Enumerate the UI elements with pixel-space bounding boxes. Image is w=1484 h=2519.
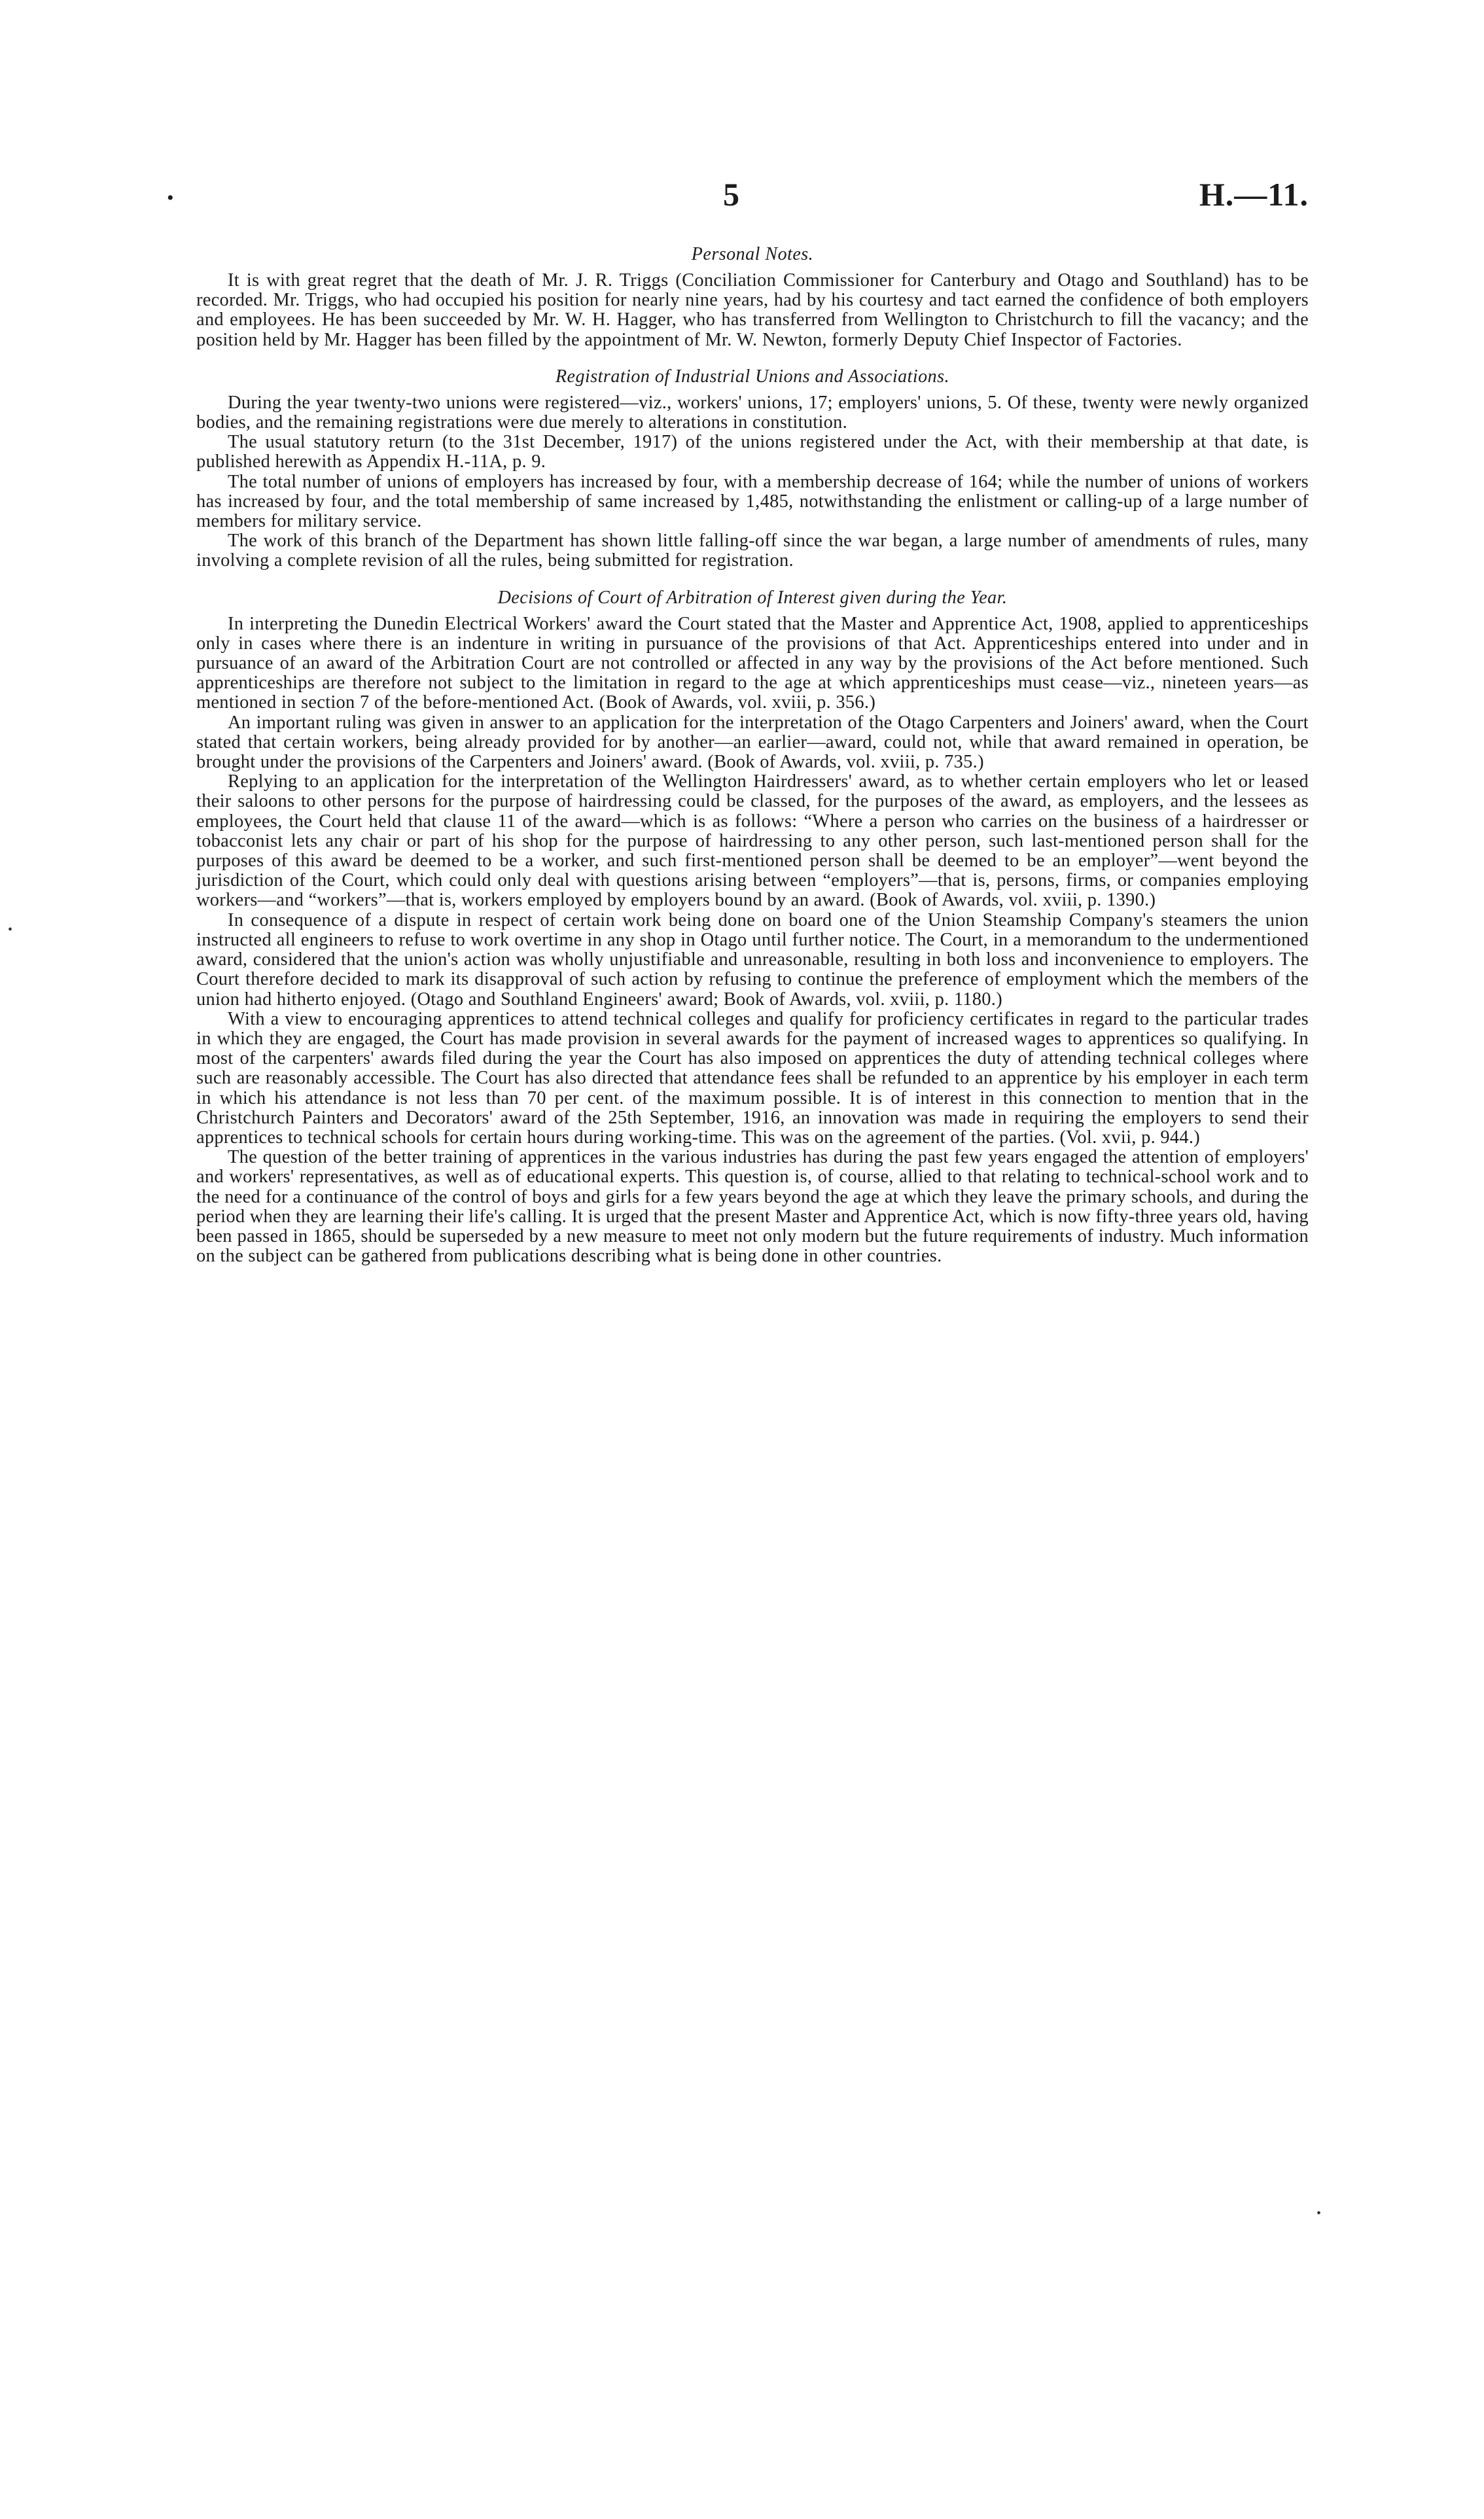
section-heading-personal-notes: Personal Notes. (691, 244, 814, 264)
paragraph: The work of this branch of the Department has shown little falling-off since the war began, a large number of amendments of rules, many involving a complete revision of all the rules, being submitted for registration. (196, 531, 1309, 571)
scan-speck-icon: • (1316, 2206, 1322, 2221)
paragraph: Replying to an application for the interpretation of the Wellington Hairdressers' award, as to whether certain employers who let or leased their saloons to other persons for the purpose of hairdressing could be classed, for the purposes of the award, as employers, and the lessees as employees, the Court held that clause 11 of the award—which is as follows: “Where a person who carries on the business of a hairdresser or tobacconist lets any chair or part of his shop for the purpose of hairdressing to any other person, such last-mentioned person shall for the purposes of this award be deemed to be a worker, and such first-mentioned person shall be deemed to be an employer”—went beyond the jurisdiction of the Court, which could only deal with questions arising between “employers”—that is, persons, firms, or companies employing workers—and “workers”—that is, workers employed by employers bound by an award. (Book of Awards, vol. xviii, p. 1390.) (196, 771, 1309, 911)
paragraph: An important ruling was given in answer to an application for the interpretation of the Otago Carpenters and Joiners' award, when the Court stated that certain workers, being already provided for by another—an earlier—award, could not, while that award remained in operation, be brought under the provisions of the Carpenters and Joiners' award. (Book of Awards, vol. xviii, p. 735.) (196, 712, 1309, 773)
paragraph: The usual statutory return (to the 31st December, 1917) of the unions registered under the Act, with their membership at that date, is published herewith as Appendix H.-11A, p. 9. (196, 432, 1309, 472)
paragraph: With a view to encouraging apprentices to attend technical colleges and qualify for proficiency certificates in regard to the particular trades in which they are engaged, the Court has made provision in several awards for the payment of increased wages to apprentices so qualifying. In most of the carpenters' awards filed during the year the Court has also imposed on apprentices the duty of attending technical colleges where such are reasonably accessible. The Court has also directed that attendance fees shall be refunded to an apprentice by his employer in each term in which his attendance is not less than 70 per cent. of the maximum possible. It is of interest in this connection to mention that in the Christchurch Painters and Decorators' award of the 25th September, 1916, an innovation was made in requiring the employers to send their apprentices to technical schools for certain hours during working-time. This was on the agreement of the parties. (Vol. xvii, p. 944.) (196, 1008, 1309, 1148)
document-reference: H.—11. (1199, 176, 1309, 213)
paragraph: The total number of unions of employers has increased by four, with a membership decrease of 164; while the number of unions of workers has increased by four, and the total membership of same increased by 1,485, notwithstanding the enlistment or calling-up of a large number of members for military service. (196, 471, 1309, 532)
scan-speck-icon: • (8, 923, 13, 937)
page-number: 5 (723, 176, 740, 213)
section-heading-registration: Registration of Industrial Unions and Associations. (555, 366, 950, 387)
paragraph: In consequence of a dispute in respect of certain work being done on board one of the Union Steamship Company's steamers the union instructed all engineers to refuse to work overtime in any shop in Otago until further notice. The Court, in a memorandum to the undermentioned award, considered that the union's action was wholly unjustifiable and unreasonable, resulting in both loss and inconvenience to employers. The Court therefore decided to mark its disapproval of such action by refusing to continue the preference of employment which the members of the union had hitherto enjoyed. (Otago and Southland Engineers' award; Book of Awards, vol. xviii, p. 1180.) (196, 909, 1309, 1010)
section-heading-court-decisions: Decisions of Court of Arbitration of Interest given during the Year. (497, 587, 1008, 608)
paragraph: In interpreting the Dunedin Electrical Workers' award the Court stated that the Master and Apprentice Act, 1908, applied to apprenticeships only in cases where there is an indenture in writing in pursuance of the provisions of that Act. Apprenticeships entered into under and in pursuance of an award of the Arbitration Court are not controlled or affected in any way by the provisions of the Act before mentioned. Such apprenticeships are therefore not subject to the limitation in regard to the age at which apprenticeships must cease—viz., nineteen years—as mentioned in section 7 of the before-mentioned Act. (Book of Awards, vol. xviii, p. 356.) (196, 613, 1309, 713)
paragraph: It is with great regret that the death of Mr. J. R. Triggs (Conciliation Commissioner for Canterbury and Otago and Southland) has to be recorded. Mr. Triggs, who had occupied his position for nearly nine years, had by his courtesy and tact earned the confidence of both employers and employees. He has been succeeded by Mr. W. H. Hagger, who has transferred from Wellington to Christchurch to fill the vacancy; and the position held by Mr. Hagger has been filled by the appointment of Mr. W. Newton, formerly Deputy Chief Inspector of Factories. (196, 270, 1309, 350)
paragraph: The question of the better training of apprentices in the various industries has during the past few years engaged the attention of employers' and workers' representatives, as well as of educational experts. This question is, of course, allied to that relating to technical-school work and to the need for a continuance of the control of boys and girls for a few years beyond the age at which they leave the primary schools, and during the period when they are learning their life's calling. It is urged that the present Master and Apprentice Act, which is now fifty-three years old, having been passed in 1865, should be superseded by a new measure to meet not only modern but the future requirements of industry. Much information on the subject can be gathered from publications describing what is being done in other countries. (196, 1147, 1309, 1267)
paragraph: During the year twenty-two unions were registered—viz., workers' unions, 17; employers' unions, 5. Of these, twenty were newly organized bodies, and the remaining registrations were due merely to alterations in constitution. (196, 392, 1309, 433)
document-page (167, 0, 1309, 2519)
document-body (196, 243, 1309, 1266)
margin-dot-icon: • (167, 187, 174, 209)
page-header (167, 175, 1309, 221)
